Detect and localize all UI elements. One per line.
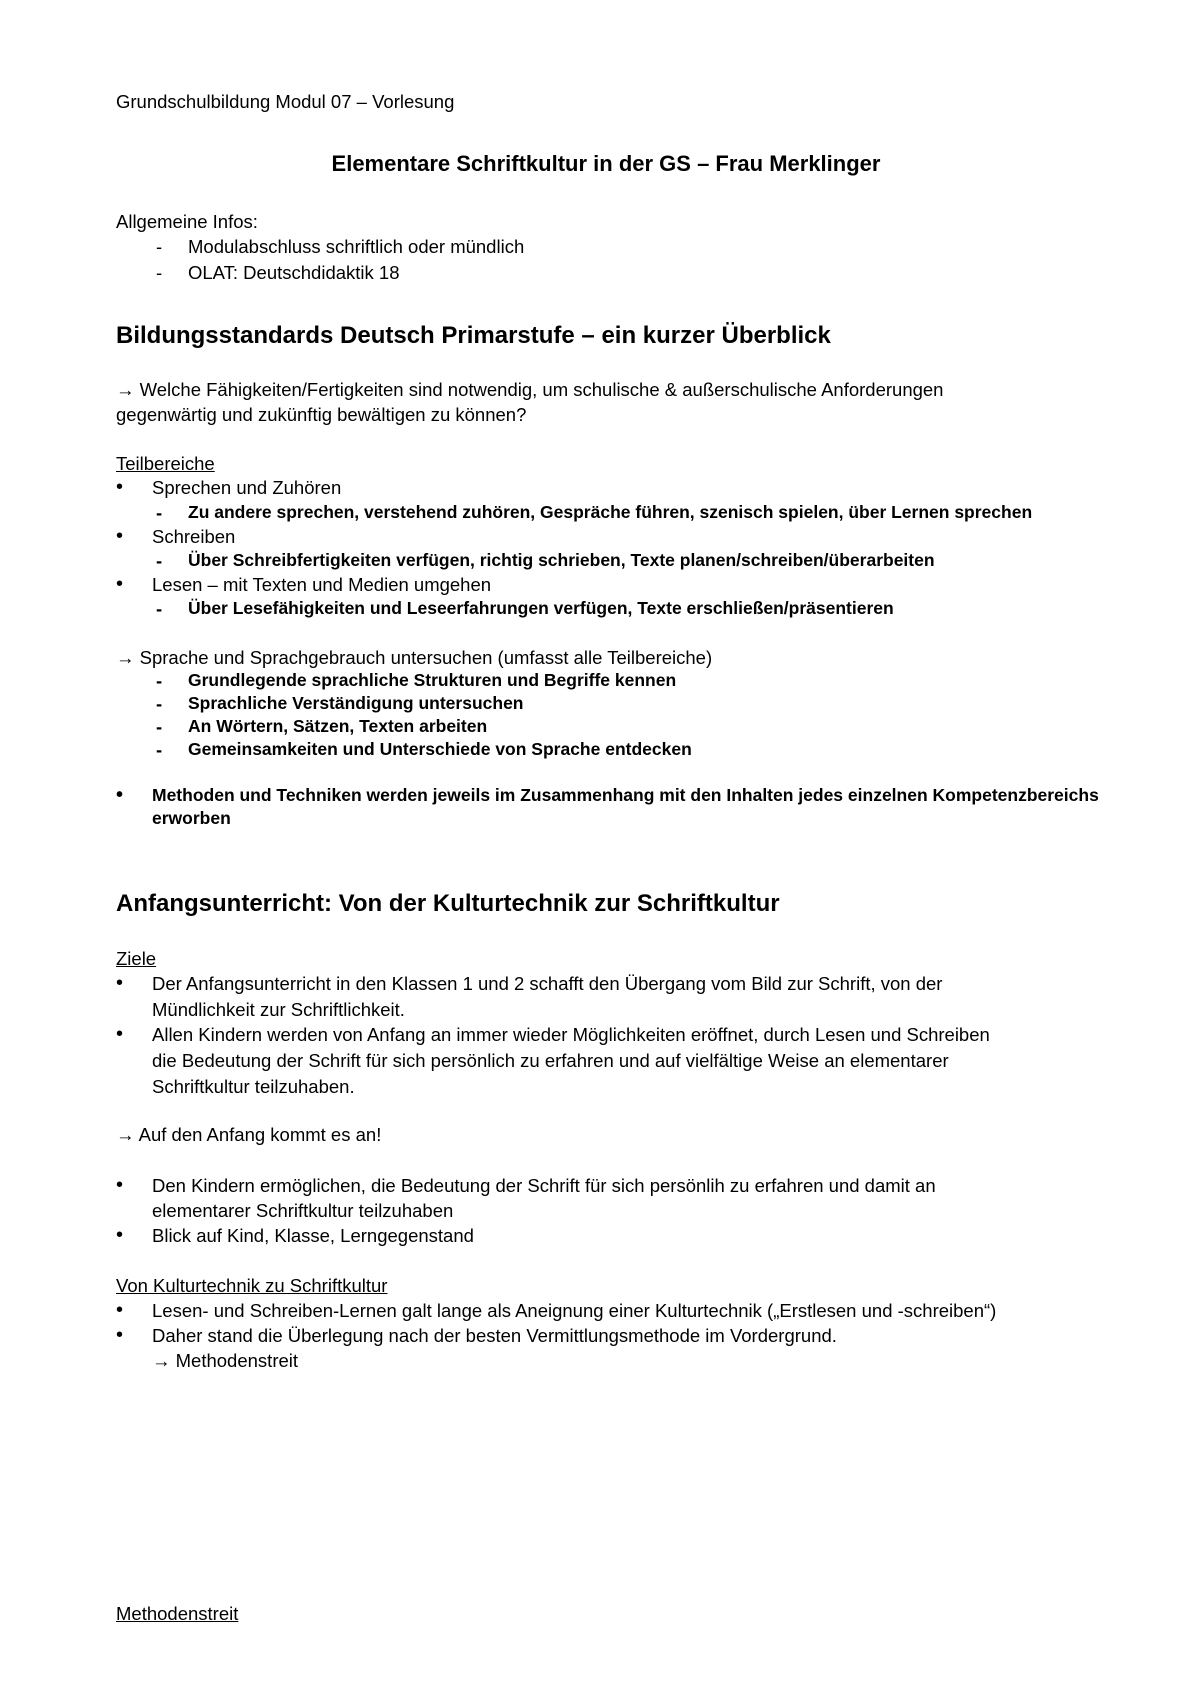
- subheading-kulturtechnik: Von Kulturtechnik zu Schriftkultur: [116, 1275, 388, 1296]
- bullet-icon: •: [116, 573, 124, 595]
- general-info-label: Allgemeine Infos:: [116, 211, 258, 232]
- arrow-icon: →: [116, 1124, 135, 1145]
- bullet-icon: •: [116, 1224, 124, 1246]
- bullet-icon: •: [116, 1174, 124, 1196]
- bullet-icon: •: [116, 1299, 124, 1321]
- section-heading-anfangsunterricht: Anfangsunterricht: Von der Kulturtechnik zur Schriftkultur: [116, 890, 780, 917]
- question-line: → Welche Fähigkeiten/Fertigkeiten sind notwendig, um schulische & außerschulische Anforderungen: [116, 379, 944, 400]
- course-header: Grundschulbildung Modul 07 – Vorlesung: [116, 91, 455, 112]
- bullet-icon: •: [116, 1324, 124, 1346]
- subheading-teilbereiche: Teilbereiche: [116, 453, 215, 474]
- arrow-icon: →: [152, 1350, 171, 1371]
- bullet-icon: •: [116, 784, 124, 806]
- section-heading-bildungsstandards: Bildungsstandards Deutsch Primarstufe – ein kurzer Überblick: [116, 322, 831, 349]
- bullet-icon: •: [116, 525, 124, 547]
- bullet-icon: •: [116, 972, 124, 994]
- arrow-icon: →: [116, 647, 135, 668]
- subheading-methodenstreit: Methodenstreit: [116, 1603, 239, 1624]
- document-title: Elementare Schriftkultur in der GS – Frau Merklinger: [331, 151, 881, 176]
- question-line-cont: gegenwärtig und zukünftig bewältigen zu können?: [116, 404, 527, 425]
- subheading-ziele: Ziele: [116, 948, 157, 969]
- arrow-icon: →: [116, 379, 135, 400]
- language-line: → Sprache und Sprachgebrauch untersuchen (umfasst alle Teilbereiche): [116, 647, 713, 668]
- start-line: → Auf den Anfang kommt es an!: [116, 1124, 382, 1145]
- bullet-icon: •: [116, 1023, 124, 1045]
- bullet-icon: •: [116, 476, 124, 498]
